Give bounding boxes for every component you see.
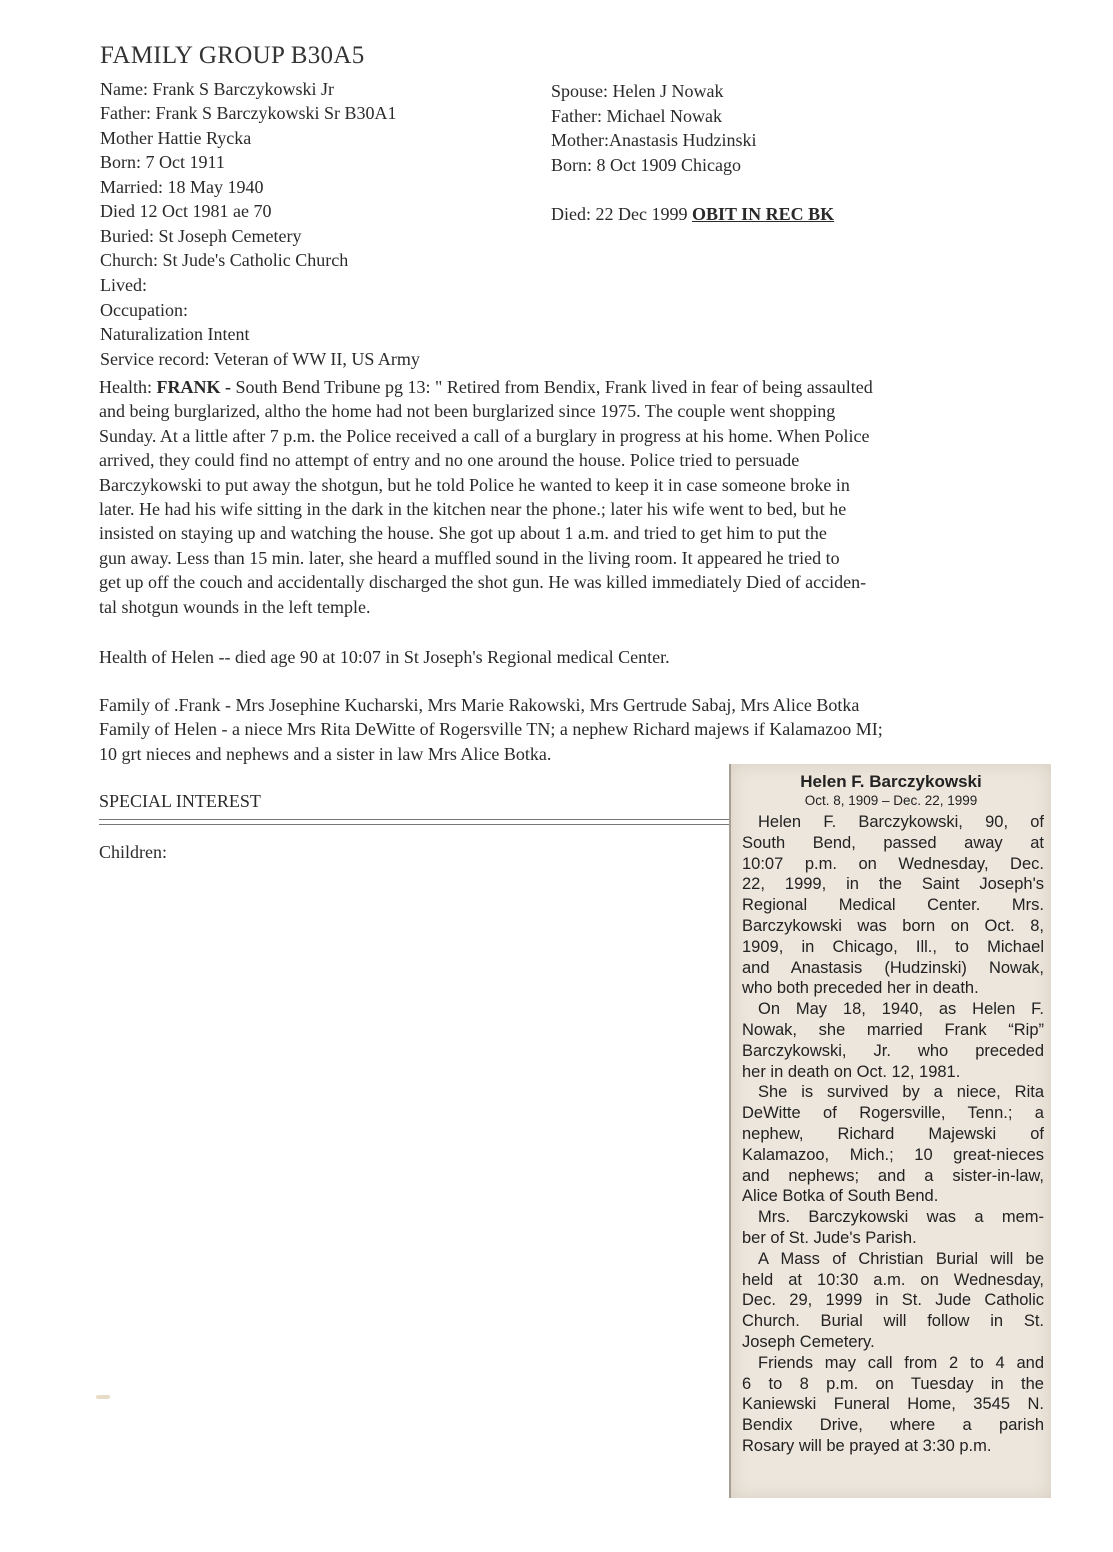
obituary-line: ber of St. Jude's Parish. <box>742 1228 917 1247</box>
paper-speck <box>96 1395 110 1399</box>
health-line: Sunday. At a little after 7 p.m. the Police received a call of a burglary in progress at his home. When Police <box>99 425 870 446</box>
died-field: Died 12 Oct 1981 ae 70 <box>100 201 272 221</box>
name-field: Name: Frank S Barczykowski Jr <box>100 79 334 99</box>
obituary-line: her in death on Oct. 12, 1981. <box>742 1062 961 1081</box>
obituary-line: A Mass of Christian Burial will be <box>758 1249 1044 1268</box>
health-line: get up off the couch and accidentally discharged the shot gun. He was killed immediately Died of acciden- <box>99 572 867 593</box>
obituary-line: Barczykowski, Jr. who preceded <box>742 1041 1044 1060</box>
obituary-line: Kalamazoo, Mich.; 10 great-nieces <box>742 1145 1044 1164</box>
family-paragraph <box>99 693 1004 766</box>
obituary-line: Regional Medical Center. Mrs. <box>742 896 1044 915</box>
occupation-field: Occupation: <box>100 300 188 320</box>
page-title: FAMILY GROUP B30A5 <box>100 42 365 69</box>
health-name: FRANK - <box>156 377 236 397</box>
health-first-line <box>99 375 1004 399</box>
children-label: Children: <box>99 842 167 862</box>
health-line: Barczykowski to put away the shotgun, but he told Police he wanted to keep it in case someone broke in <box>99 474 850 495</box>
obituary-line: 1909, in Chicago, Ill., to Michael <box>742 937 1044 956</box>
section-divider <box>99 819 729 825</box>
family-line: 10 grt nieces and nephews and a sister in law Mrs Alice Botka. <box>99 743 552 764</box>
obituary-line: South Bend, passed away at <box>742 833 1044 852</box>
obituary-line: Church. Burial will follow in St. <box>742 1312 1044 1331</box>
health-line: tal shotgun wounds in the left temple. <box>99 596 371 617</box>
obituary-name: Helen F. Barczykowski <box>800 772 982 791</box>
naturalization-field: Naturalization Intent <box>100 324 250 344</box>
helen-health: Health of Helen -- died age 90 at 10:07 in St Joseph's Regional medical Center. <box>99 647 670 667</box>
spouse-died-field <box>551 202 834 226</box>
obituary-line: Dec. 29, 1999 in St. Jude Catholic <box>742 1291 1044 1310</box>
obituary-line: Alice Botka of South Bend. <box>742 1187 939 1206</box>
special-interest-heading: SPECIAL INTEREST <box>99 791 261 811</box>
family-line: Family of Helen - a niece Mrs Rita DeWitte of Rogersville TN; a nephew Richard majews if Kalamazoo MI; <box>99 719 883 740</box>
obituary-line: Joseph Cemetery. <box>742 1332 875 1351</box>
obituary-line: held at 10:30 a.m. on Wednesday, <box>742 1270 1044 1289</box>
health-line: later. He had his wife sitting in the dark in the kitchen near the phone.; later his wife went to bed, but he <box>99 499 847 520</box>
obituary-line: Kaniewski Funeral Home, 3545 N. <box>742 1395 1044 1414</box>
obituary-dates: Oct. 8, 1909 – Dec. 22, 1999 <box>804 793 978 808</box>
spouse-died-text: Died: 22 Dec 1999 <box>551 204 688 224</box>
obituary-line: On May 18, 1940, as Helen F. <box>758 1000 1044 1019</box>
health-paragraph <box>99 375 1004 619</box>
obituary-line: Helen F. Barczykowski, 90, of <box>758 813 1044 831</box>
married-field: Married: 18 May 1940 <box>100 177 264 197</box>
obituary-line: DeWitte of Rogersville, Tenn.; a <box>742 1104 1044 1123</box>
obit-note: OBIT IN REC BK <box>691 204 835 224</box>
spouse-born-field: Born: 8 Oct 1909 Chicago <box>551 155 741 175</box>
health-line: and being burglarized, altho the home had not been burglarized since 1975. The couple went shopping <box>99 401 836 422</box>
obituary-line: Friends may call from 2 to 4 and <box>758 1353 1044 1372</box>
service-record-field: Service record: Veteran of WW II, US Army <box>100 349 420 369</box>
health-line: arrived, they could find no attempt of entry and no one around the house. Police tried to persuade <box>99 450 800 471</box>
obituary-line: Nowak, she married Frank “Rip” <box>742 1020 1044 1039</box>
obituary-clipping <box>729 764 1051 1498</box>
buried-field: Buried: St Joseph Cemetery <box>100 226 302 246</box>
obituary-line: Barczykowski was born on Oct. 8, <box>742 916 1044 935</box>
obituary-line: 6 to 8 p.m. on Tuesday in the <box>742 1374 1044 1393</box>
spouse-father-field: Father: Michael Nowak <box>551 106 722 126</box>
obituary-line: 10:07 p.m. on Wednesday, Dec. <box>742 854 1044 873</box>
obituary-line: and nephews; and a sister-in-law, <box>742 1166 1044 1185</box>
obituary-line: Bendix Drive, where a parish <box>742 1416 1044 1435</box>
health-line: gun away. Less than 15 min. later, she heard a muffled sound in the living room. It appeared he tried to <box>99 547 840 568</box>
obituary-line: She is survived by a niece, Rita <box>758 1083 1044 1102</box>
church-field: Church: St Jude's Catholic Church <box>100 250 349 270</box>
obituary-line: Mrs. Barczykowski was a mem- <box>758 1208 1044 1227</box>
health-text: South Bend Tribune pg 13: " Retired from Bendix, Frank lived in fear of being assaulted <box>235 377 873 397</box>
born-field: Born: 7 Oct 1911 <box>100 152 225 172</box>
health-label: Health: <box>99 377 157 397</box>
health-line: insisted on staying up and watching the house. She got up about 1 a.m. and tried to get him to put the <box>99 523 827 544</box>
obituary-line: Rosary will be prayed at 3:30 p.m. <box>742 1436 992 1455</box>
family-line: Family of .Frank - Mrs Josephine Kucharski, Mrs Marie Rakowski, Mrs Gertrude Sabaj, Mrs Alice Botka <box>99 695 860 715</box>
mother-field: Mother Hattie Rycka <box>100 128 252 148</box>
obituary-line: who both preceded her in death. <box>742 979 979 998</box>
obituary-line: 22, 1999, in the Saint Joseph's <box>742 875 1044 894</box>
obituary-body <box>742 812 1044 1457</box>
spouse-field: Spouse: Helen J Nowak <box>551 81 724 101</box>
spouse-mother-field: Mother:Anastasis Hudzinski <box>551 130 757 150</box>
obituary-line: nephew, Richard Majewski of <box>742 1124 1044 1143</box>
father-field: Father: Frank S Barczykowski Sr B30A1 <box>100 103 397 123</box>
lived-field: Lived: <box>100 275 147 295</box>
obituary-line: and Anastasis (Hudzinski) Nowak, <box>742 958 1044 977</box>
